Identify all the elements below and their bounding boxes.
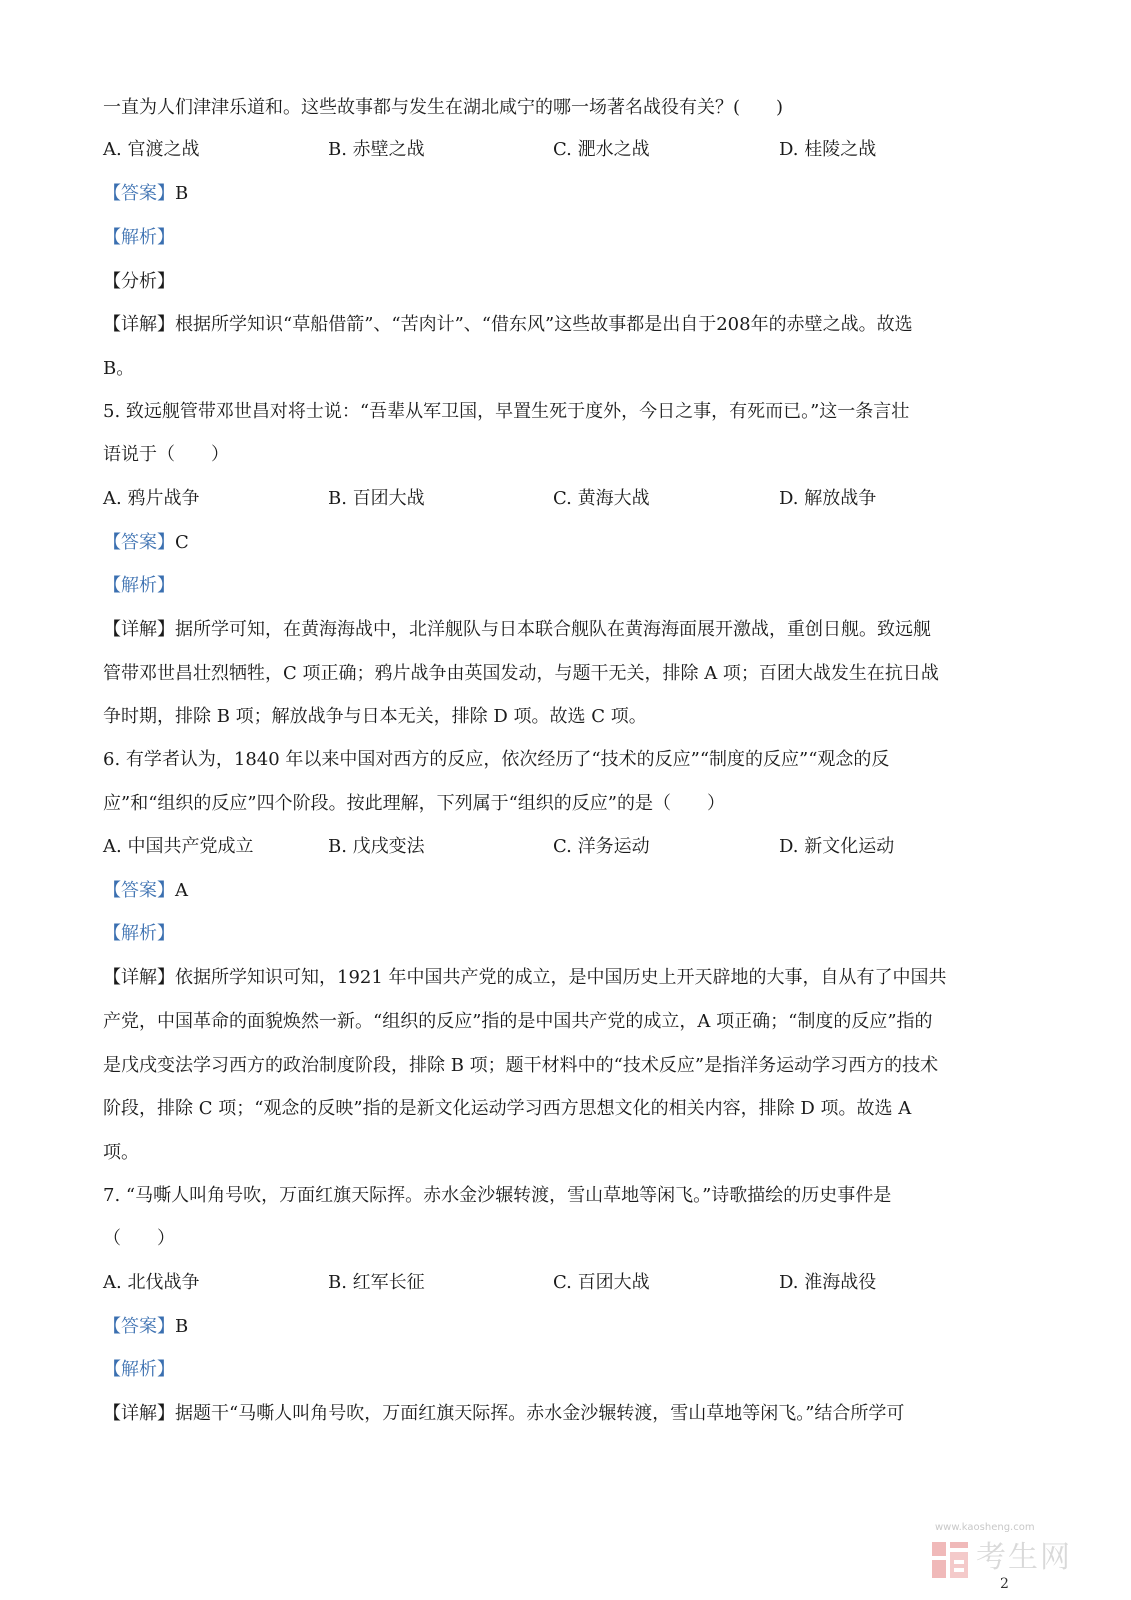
q6-analysis-tag: 【解析】 [103, 923, 175, 944]
q6-option-d: D. 新文化运动 [779, 836, 895, 857]
q4-option-b: B. 赤壁之战 [328, 139, 425, 160]
q7-detail-text-1: 据题干“马嘶人叫角号吹，万面红旗天际挥。赤水金沙辗转渡，雪山草地等闲飞。”结合所学可 [175, 1403, 905, 1424]
detail-tag: 【详解】 [103, 314, 175, 335]
q4-stem-line: 一直为人们津津乐道和。这些故事都与发生在湖北咸宁的哪一场著名战役有关？( ) [103, 97, 784, 118]
detail-tag: 【详解】 [103, 1403, 175, 1424]
q6-detail-line-5: 项。 [103, 1142, 139, 1163]
q4-detail-line-2: B。 [103, 358, 135, 379]
q5-answer [103, 531, 189, 555]
q5-detail-text-1: 据所学可知，在黄海海战中，北洋舰队与日本联合舰队在黄海海面展开激战，重创日舰。致远舰 [175, 619, 931, 640]
q4-option-d: D. 桂陵之战 [779, 139, 877, 160]
q7-option-d: D. 淮海战役 [779, 1272, 877, 1293]
watermark-brand: 考生网 [976, 1540, 1072, 1575]
q5-option-c: C. 黄海大战 [553, 488, 650, 509]
q4-answer [103, 182, 188, 206]
q6-option-b: B. 戊戌变法 [328, 836, 425, 857]
q7-answer [103, 1315, 188, 1339]
answer-tag: 【答案】 [103, 1316, 175, 1337]
q4-detail-line-1 [103, 313, 913, 337]
q6-detail-line-2: 产党，中国革命的面貌焕然一新。“组织的反应”指的是中国共产党的成立，A 项正确；“制度的反应”指的 [103, 1011, 933, 1032]
q6-option-a: A. 中国共产党成立 [103, 836, 254, 857]
q7-stem-line-1: 7. “马嘶人叫角号吹，万面红旗天际挥。赤水金沙辗转渡，雪山草地等闲飞。”诗歌描绘的历史事件是 [103, 1185, 892, 1206]
q7-stem-line-2: （ ） [103, 1228, 175, 1249]
q7-options [103, 1271, 1003, 1295]
q4-fenxi-tag: 【分析】 [103, 271, 175, 292]
q4-option-c: C. 淝水之战 [553, 139, 650, 160]
answer-tag: 【答案】 [103, 532, 175, 553]
q5-stem-line-2: 语说于（ ） [103, 444, 229, 465]
q6-detail-line-3: 是戊戌变法学习西方的政治制度阶段，排除 B 项；题干材料中的“技术反应”是指洋务运动学习西方的技术 [103, 1055, 939, 1076]
detail-tag: 【详解】 [103, 967, 175, 988]
q7-detail-line-1 [103, 1402, 904, 1426]
q5-option-a: A. 鸦片战争 [103, 488, 200, 509]
detail-tag: 【详解】 [103, 619, 175, 640]
q5-option-b: B. 百团大战 [328, 488, 425, 509]
answer-tag: 【答案】 [103, 880, 175, 901]
q5-analysis-tag: 【解析】 [103, 575, 175, 596]
q5-stem-line-1: 5. 致远舰管带邓世昌对将士说：“吾辈从军卫国，早置生死于度外，今日之事，有死而已。”这一条言壮 [103, 401, 910, 422]
q6-detail-line-4: 阶段，排除 C 项；“观念的反映”指的是新文化运动学习西方思想文化的相关内容，排除 D 项。故选 A [103, 1098, 912, 1119]
q5-detail-line-3: 争时期，排除 B 项；解放战争与日本无关，排除 D 项。故选 C 项。 [103, 706, 647, 727]
q4-option-a: A. 官渡之战 [103, 139, 200, 160]
q4-detail-text-1: 根据所学知识“草船借箭”、“苦肉计”、“借东风”这些故事都是出自于208年的赤壁之战。故选 [175, 314, 913, 335]
watermark-logo [930, 1538, 1090, 1586]
q6-options [103, 835, 1003, 859]
q6-detail-line-1 [103, 966, 947, 990]
q5-detail-line-1 [103, 618, 931, 642]
q7-answer-value: B [175, 1316, 189, 1337]
q7-option-b: B. 红军长征 [328, 1272, 425, 1293]
q6-answer [103, 879, 188, 903]
q6-detail-text-1: 依据所学知识可知，1921 年中国共产党的成立，是中国历史上开天辟地的大事，自从有了中国共 [175, 967, 947, 988]
q6-answer-value: A [175, 880, 188, 901]
q4-analysis-tag: 【解析】 [103, 227, 175, 248]
answer-tag: 【答案】 [103, 183, 175, 204]
q4-options [103, 138, 1003, 162]
q7-option-c: C. 百团大战 [553, 1272, 650, 1293]
kaosheng-logo-icon [930, 1540, 970, 1580]
page-number: 2 [1000, 1576, 1009, 1592]
q7-option-a: A. 北伐战争 [103, 1272, 200, 1293]
q6-stem-line-1: 6. 有学者认为，1840 年以来中国对西方的反应，依次经历了“技术的反应”“制度的反应”“观念的反 [103, 749, 890, 770]
watermark-url: www.kaosheng.com [935, 1522, 1035, 1533]
q7-analysis-tag: 【解析】 [103, 1359, 175, 1380]
q5-answer-value: C [175, 532, 189, 553]
q6-stem-line-2: 应”和“组织的反应”四个阶段。按此理解，下列属于“组织的反应”的是（ ） [103, 793, 726, 814]
q5-option-d: D. 解放战争 [779, 488, 877, 509]
q5-options [103, 487, 1003, 511]
q5-detail-line-2: 管带邓世昌壮烈牺牲，C 项正确；鸦片战争由英国发动，与题干无关，排除 A 项；百团大战发生在抗日战 [103, 663, 939, 684]
q6-option-c: C. 洋务运动 [553, 836, 650, 857]
q4-answer-value: B [175, 183, 189, 204]
